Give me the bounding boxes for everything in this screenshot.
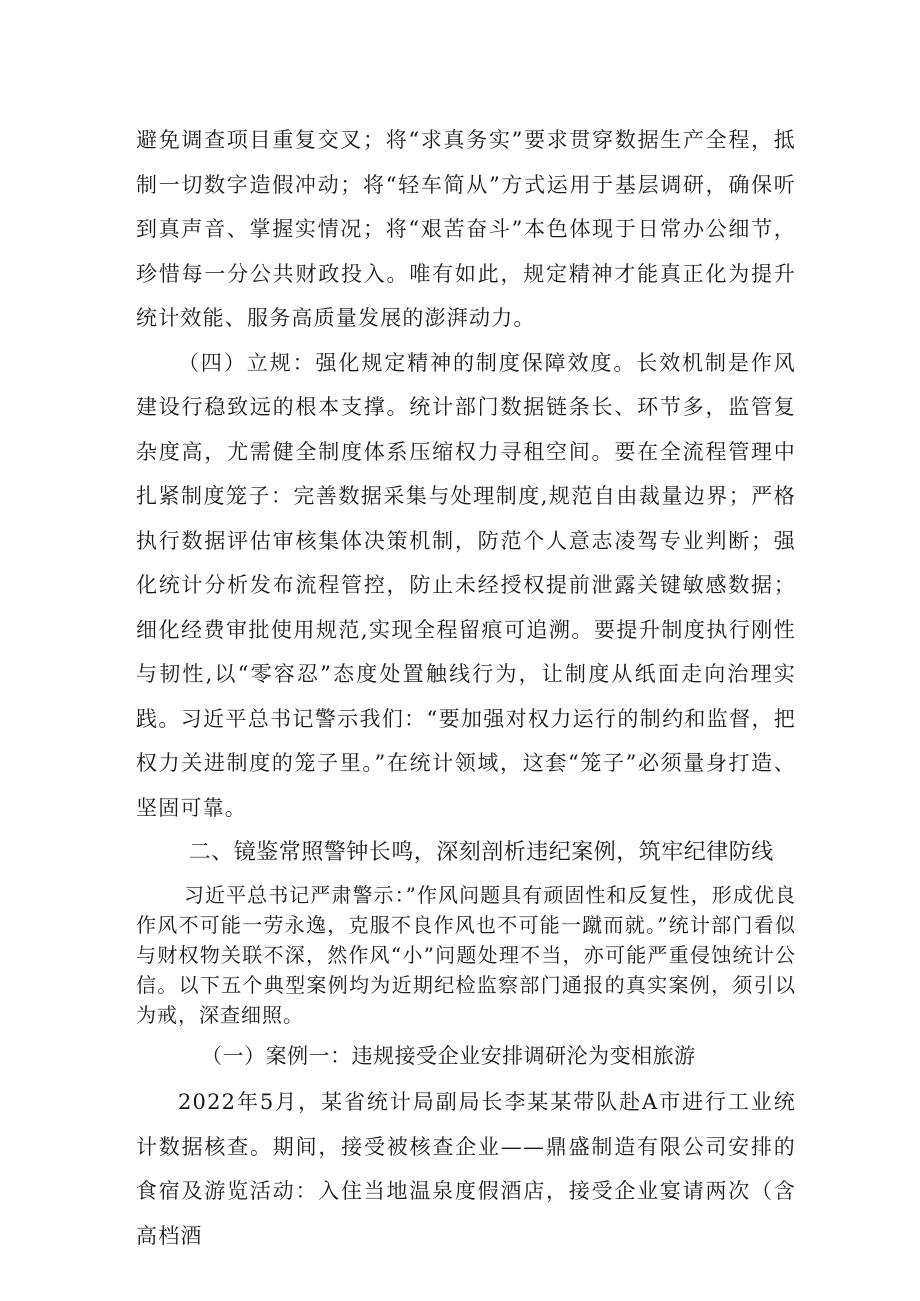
paragraph-section-four: （四）立规：强化规定精神的制度保障效度。长效机制是作风建设行稳致远的根本支撑。统计部门数据链条长、环节多，监管复杂度高，尤需健全制度体系压缩权力寻租空间。要在全流程管理中扎紧制度笼子：完善数据采集与处理制度,规范自由裁量边界；严格执行数据评估审核集体决策机制，防范个人意志凌驾专业判断；强化统计分析发布流程管控，防止未经授权提前泄露关键敏感数据；细化经费审批使用规范,实现全程留痕可追溯。要提升制度执行刚性与韧性,以“零容忍”态度处置触线行为，让制度从纸面走向治理实践。习近平总书记警示我们：“要加强对权力运行的制约和监督，把权力关进制度的笼子里。”在统计领域，这套“笼子”必须量身打造、坚固可靠。 bbox=[136, 350, 796, 820]
paragraph-case-one: 2022年5月，某省统计局副局长李某某带队赴A市进行工业统计数据核查。期间，接受被核查企业——鼎盛制造有限公司安排的食宿及游览活动：入住当地温泉度假酒店，接受企业宴请两次（含高档酒 bbox=[136, 1090, 796, 1248]
paragraph-continuation: 避免调查项目重复交叉；将“求真务实”要求贯穿数据生产全程，抵制一切数字造假冲动；将“轻车简从”方式运用于基层调研，确保听到真声音、掌握实情况；将“艰苦奋斗”本色体现于日常办公细节，珍惜每一分公共财政投入。唯有如此，规定精神才能真正化为提升统计效能、服务高质量发展的澎湃动力。 bbox=[136, 128, 796, 330]
case-one-heading: （一）案例一：违规接受企业安排调研沦为变相旅游 bbox=[201, 1044, 696, 1068]
paragraph-warning-quote: 习近平总书记严肃警示：”作风问题具有顽固性和反复性，形成优良作风不可能一劳永逸，克服不良作风也不可能一蹴而就。”统计部门看似与财权物关联不深，然作风“小”问题处理不当，亦可能严重侵蚀统计公信。以下五个典型案例均为近期纪检监察部门通报的真实案例，须引以为戒，深查细照。 bbox=[136, 883, 796, 1027]
section-heading-two: 二、镜鉴常照警钟长鸣，深刻剖析违纪案例，筑牢纪律防线 bbox=[188, 840, 774, 865]
document-page bbox=[136, 118, 796, 1258]
